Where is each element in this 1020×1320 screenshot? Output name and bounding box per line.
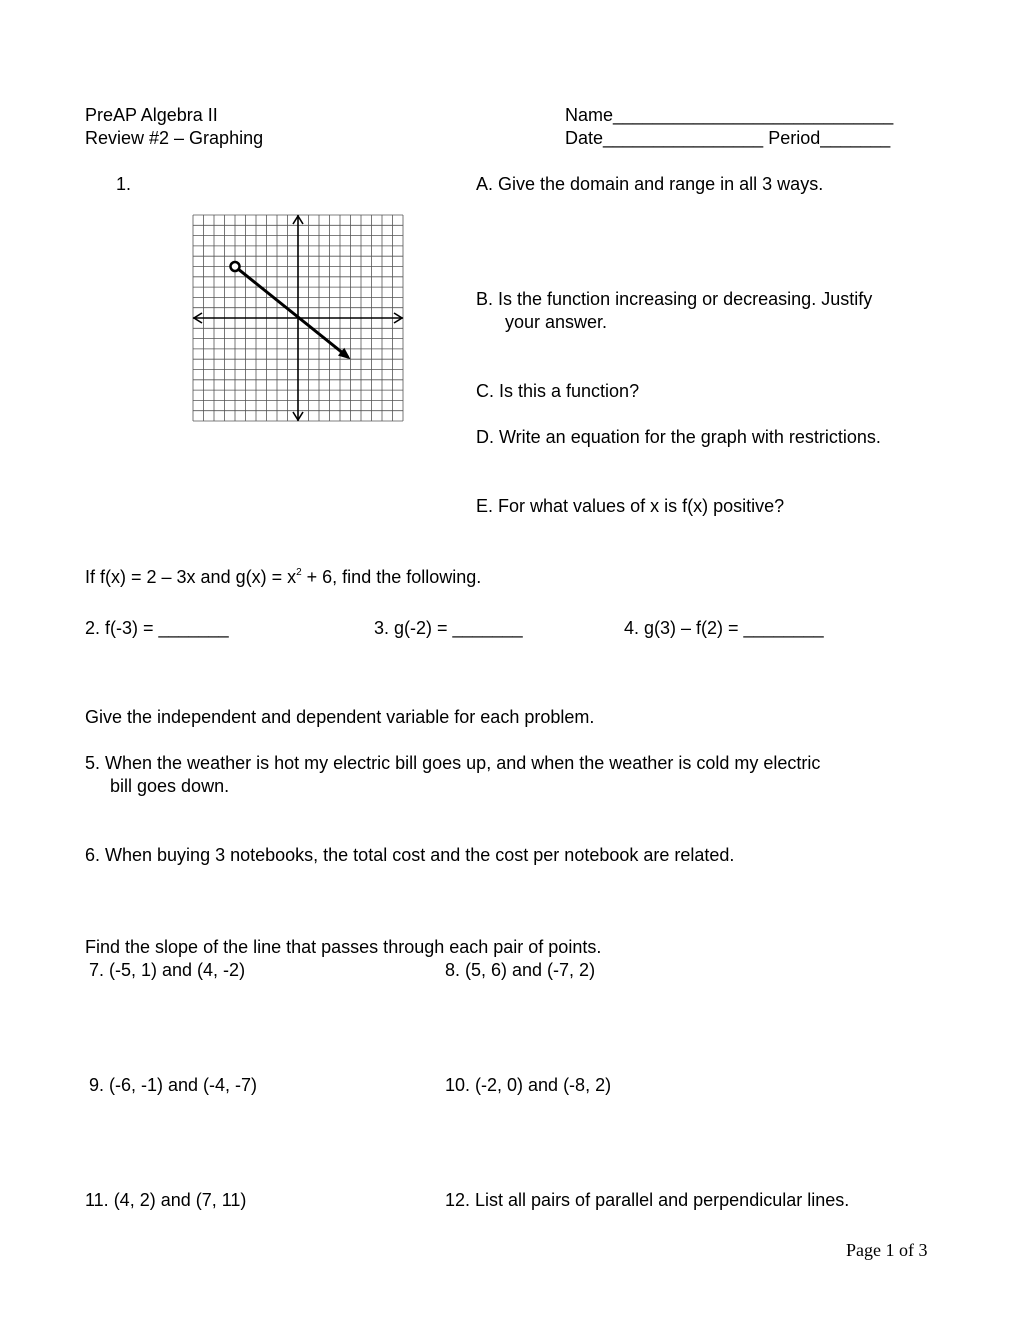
- functions-intro: If f(x) = 2 – 3x and $g(x) = x^2 + 6$, find the following.: [85, 567, 482, 587]
- question-7: 7. (-5, 1) and (4, -2): [89, 960, 246, 980]
- page-number: Page 1 of 3: [846, 1240, 928, 1260]
- exponent: 2: [296, 567, 302, 578]
- question-1-number: 1.: [116, 174, 132, 194]
- question-9: 9. (-6, -1) and (-4, -7): [89, 1075, 258, 1095]
- question-10: 10. (-2, 0) and (-8, 2): [445, 1075, 612, 1095]
- question-11: 11. (4, 2) and (7, 11): [85, 1190, 247, 1210]
- question-5-line1: 5. When the weather is hot my electric bill goes up, and when the weather is cold my electric: [85, 753, 821, 773]
- question-12: 12. List all pairs of parallel and perpendicular lines.: [445, 1190, 850, 1210]
- date-period-line: Date________________ Period_______: [565, 128, 891, 148]
- slope-intro: Find the slope of the line that passes through each pair of points.: [85, 937, 602, 957]
- question-4: 4. g(3) – f(2) = ________: [624, 618, 824, 638]
- review-title: Review #2 – Graphing: [85, 128, 264, 148]
- question-1d: D. Write an equation for the graph with restrictions.: [476, 427, 881, 447]
- question-1b-line1: B. Is the function increasing or decreasing. Justify: [476, 289, 873, 309]
- question-6: 6. When buying 3 notebooks, the total cost and the cost per notebook are related.: [85, 845, 735, 865]
- segment-line: [239, 269, 349, 357]
- question-5-line2: bill goes down.: [110, 776, 230, 796]
- open-endpoint: [231, 262, 240, 271]
- question-8: 8. (5, 6) and (-7, 2): [445, 960, 596, 980]
- question-1a: A. Give the domain and range in all 3 ways.: [476, 174, 824, 194]
- question-1c: C. Is this a function?: [476, 381, 640, 401]
- variables-intro: Give the independent and dependent variable for each problem.: [85, 707, 595, 727]
- name-line: Name____________________________: [565, 105, 894, 125]
- course-title: PreAP Algebra II: [85, 105, 218, 125]
- question-1b-line2: your answer.: [505, 312, 608, 332]
- question-2: 2. f(-3) = _______: [85, 618, 229, 638]
- question-1e: E. For what values of x is f(x) positive?: [476, 496, 785, 516]
- question-3: 3. g(-2) = _______: [374, 618, 523, 638]
- coordinate-grid-graph: [190, 212, 416, 428]
